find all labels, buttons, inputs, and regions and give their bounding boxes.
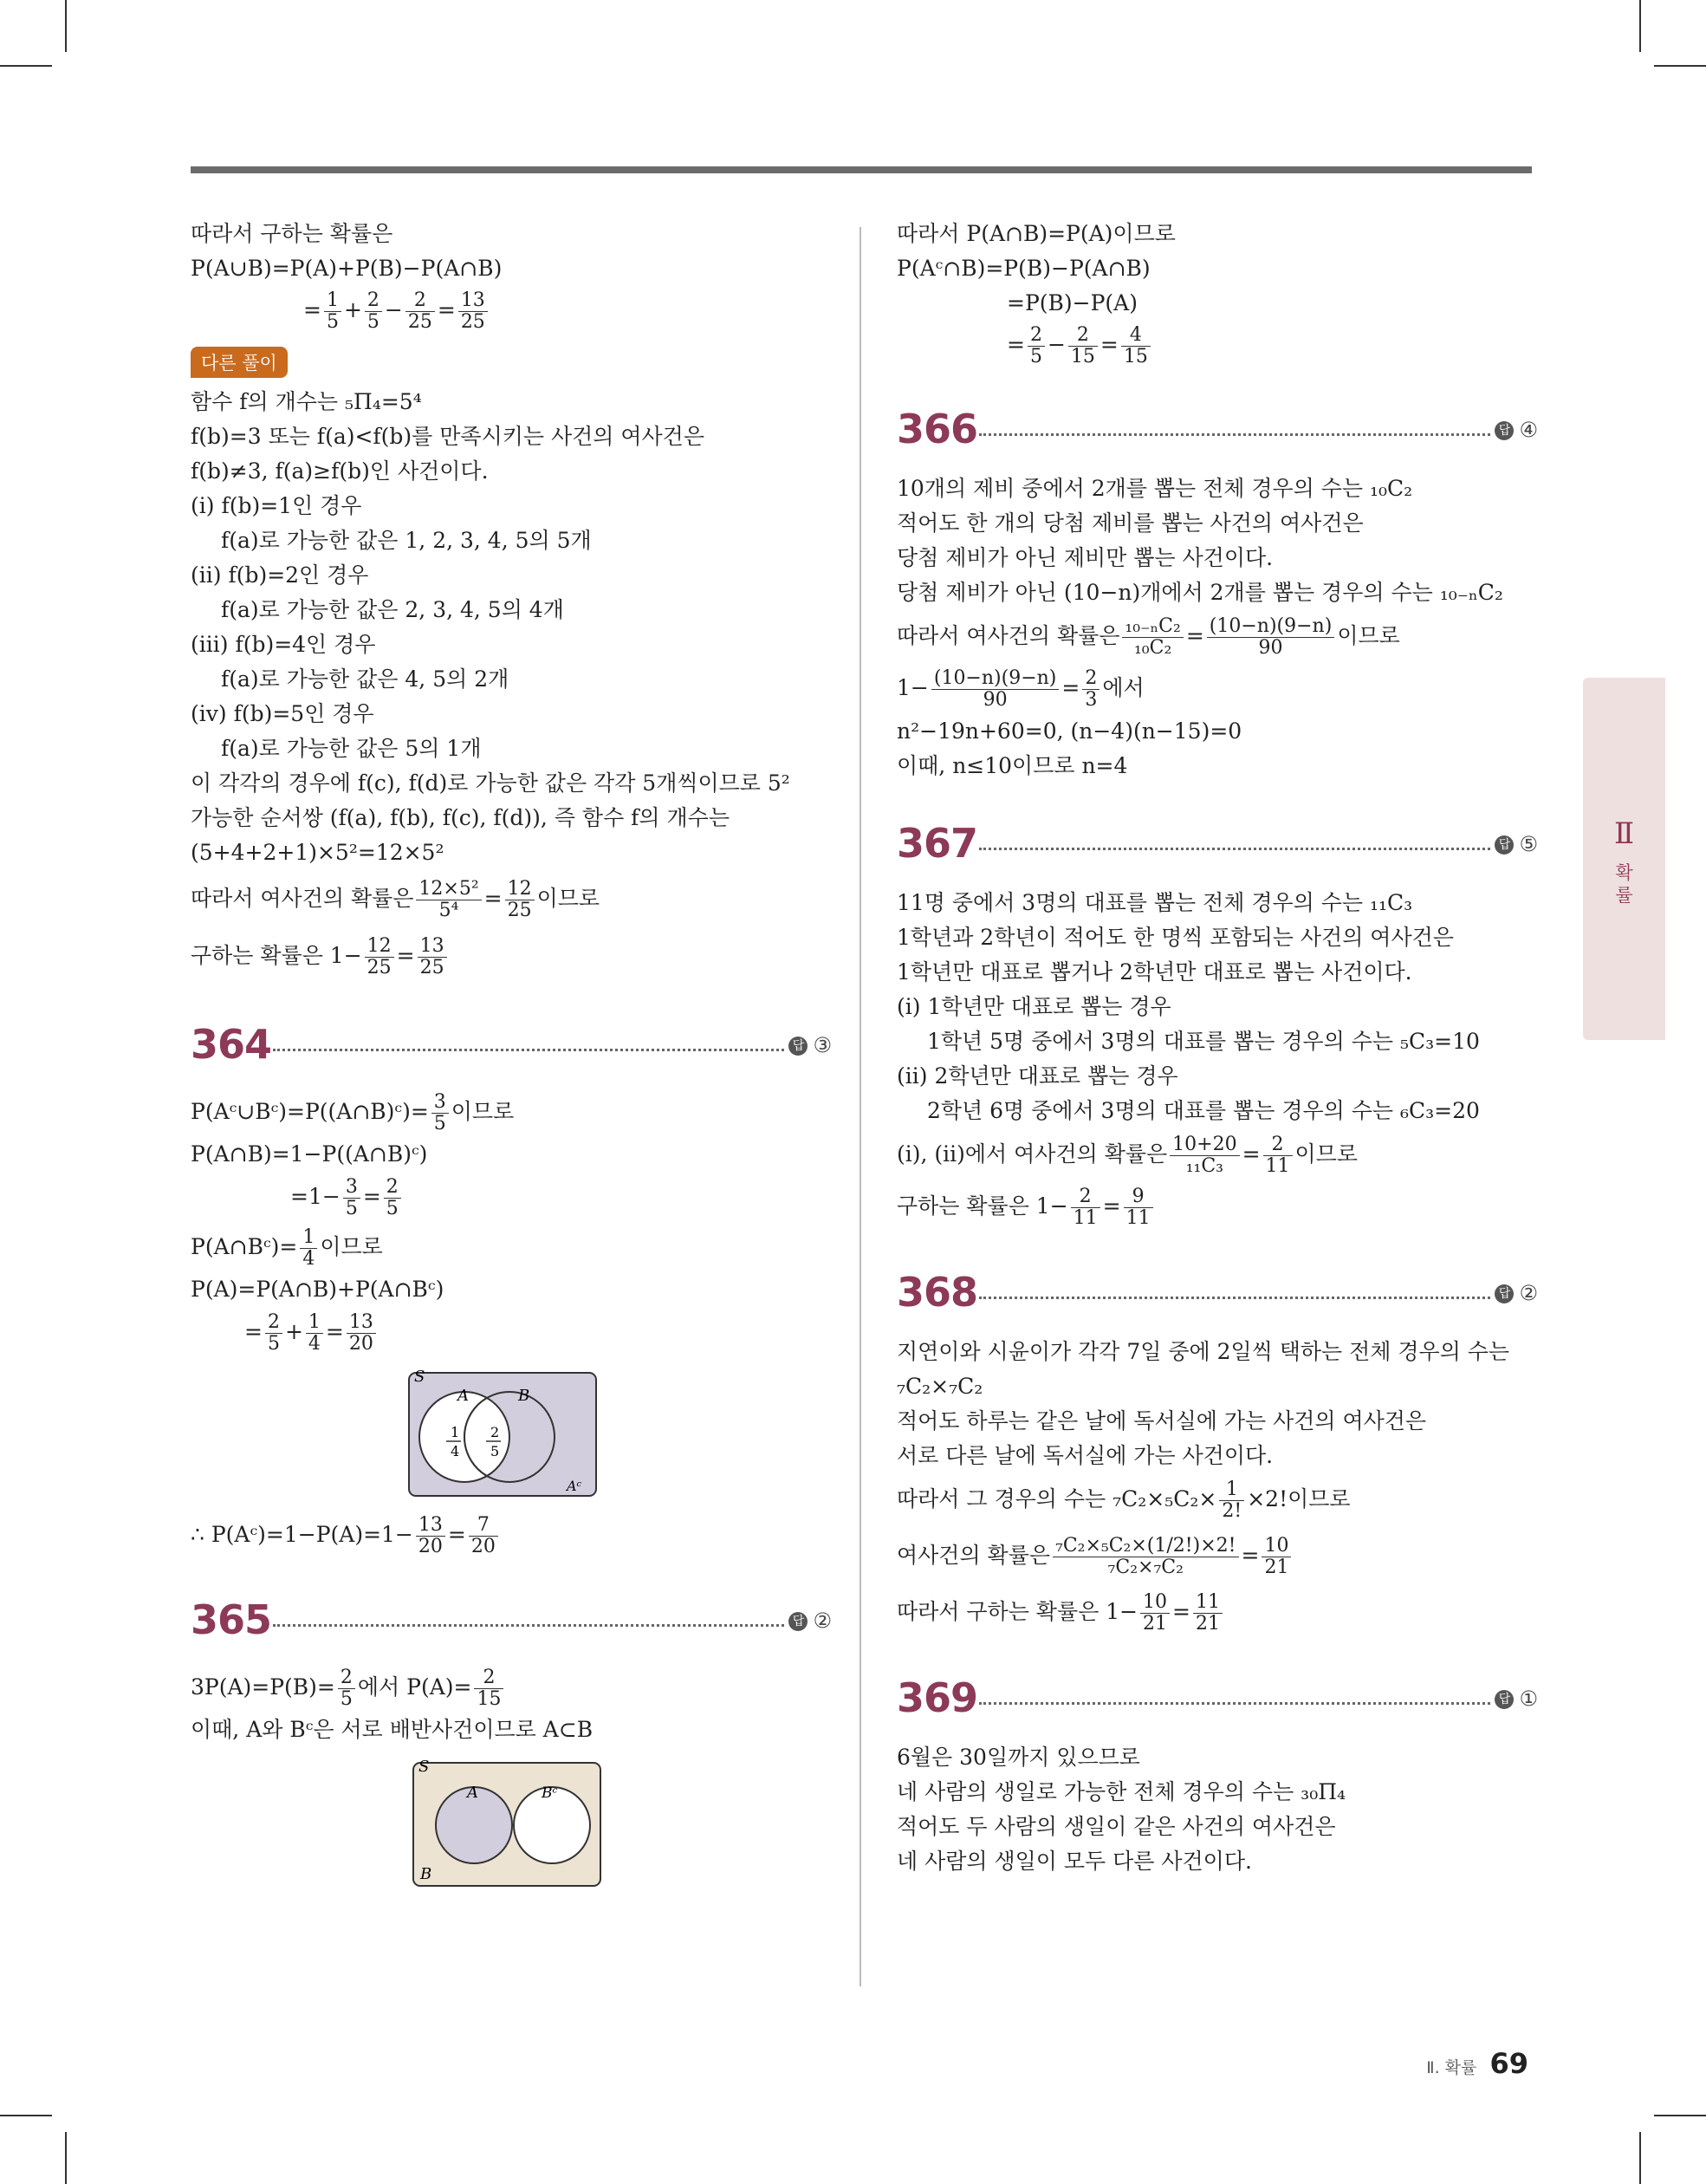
- equation-line: 구하는 확률은 1− $\frac{2}{11}$ = $\frac{9}{11}$: [897, 1180, 1538, 1232]
- case-body: 2학년 6명 중에서 3명의 대표를 뽑는 경우의 수는 ₆C₃=20: [927, 1098, 1480, 1123]
- crop-mark: [1639, 0, 1641, 52]
- equation-line: P(A∩Bᶜ)= $\frac{1}{4}$ 이므로: [191, 1226, 383, 1270]
- problem-number: 368: [897, 1269, 978, 1316]
- crop-mark: [1654, 65, 1706, 67]
- right-column: [897, 217, 1538, 1879]
- case-body: 1학년 5명 중에서 3명의 대표를 뽑는 경우의 수는 ₅C₃=10: [927, 1029, 1480, 1054]
- column-divider: [859, 227, 861, 1986]
- text-line: 이때, A와 Bᶜ은 서로 배반사건이므로 A⊂B: [191, 1717, 594, 1742]
- crop-mark: [1639, 2132, 1641, 2184]
- problem-number: 364: [191, 1021, 272, 1068]
- venn-value: 5: [490, 1443, 500, 1459]
- venn-label-b: B: [420, 1865, 432, 1883]
- text-line: 따라서 구하는 확률은: [191, 221, 393, 246]
- crop-mark: [0, 2115, 52, 2116]
- text-line: 1학년과 2학년이 적어도 한 명씩 포함되는 사건의 여사건은: [897, 925, 1454, 950]
- text-line: 서로 다른 날에 독서실에 가는 사건이다.: [897, 1443, 1274, 1468]
- problem-header-365: [191, 1595, 832, 1647]
- text-line: 이때, n≤10이므로 n=4: [897, 753, 1128, 778]
- crop-mark: [65, 2132, 67, 2184]
- crop-mark: [65, 0, 67, 52]
- text-line: 이 각각의 경우에 f(c), f(d)로 가능한 값은 각각 5개씩이므로 5²: [191, 770, 790, 796]
- equation-line: =P(B)−P(A): [1007, 290, 1138, 315]
- venn-label-a: A: [467, 1784, 478, 1802]
- equation-line: P(Aᶜ∪Bᶜ)=P((A∩B)ᶜ)= $\frac{3}{5}$ 이므로: [191, 1091, 515, 1134]
- text-line: 함수 f의 개수는 ₅Π₄=5⁴: [191, 389, 422, 414]
- text-line: (5+4+2+1)×5²=12×5²: [191, 840, 444, 865]
- answer-label: 답 ③: [788, 1033, 832, 1057]
- answer-label: 답 ④: [1495, 418, 1538, 442]
- leader-dots: [273, 1049, 784, 1051]
- problem-number: 369: [897, 1674, 978, 1721]
- text-line: 따라서 P(A∩B)=P(A)이므로: [897, 221, 1176, 246]
- case-body: f(a)로 가능한 값은 5의 1개: [221, 736, 482, 761]
- equation-line: P(A)=P(A∩B)+P(A∩Bᶜ): [191, 1277, 444, 1302]
- venn-diagram-365: [412, 1758, 604, 1889]
- case-heading: (ⅱ) 2학년만 대표로 뽑는 경우: [897, 1063, 1178, 1089]
- equation-line: 따라서 여사건의 확률은 $\frac{\text{₁₀₋ₙC₂}}{\text{₁₀C₂}}$ = $\frac{(10-n)(9-n)}{90}$ 이므로: [897, 615, 1400, 659]
- venn-label-bc: Bᶜ: [542, 1784, 558, 1802]
- answer-label: 답 ①: [1495, 1687, 1538, 1711]
- problem-header-366: [897, 404, 1538, 456]
- text-line: 6월은 30일까지 있으므로: [897, 1745, 1140, 1770]
- equation-line: 따라서 구하는 확률은 1− $\frac{10}{21}$ = $\frac{11}{21}$: [897, 1586, 1538, 1638]
- header-rule: [191, 166, 1532, 173]
- chapter-side-tab: [1583, 678, 1665, 1040]
- leader-dots: [979, 848, 1490, 850]
- problem-number: 366: [897, 406, 978, 452]
- problem-header-368: [897, 1267, 1538, 1319]
- leader-dots: [979, 1297, 1490, 1299]
- venn-label-ac: Aᶜ: [567, 1478, 582, 1494]
- page-footer: [1426, 2047, 1528, 2080]
- page-number: 69: [1489, 2047, 1528, 2080]
- equation-line: 3P(A)=P(B)= $\frac{2}{5}$ 에서 P(A)= $\frac{2}{15}$: [191, 1662, 832, 1713]
- text-line: 지연이와 시윤이가 각각 7일 중에 2일씩 택하는 전체 경우의 수는: [897, 1339, 1510, 1364]
- equation-line: = $\frac{2}{5}$ + $\frac{1}{4}$ = $\frac{13}{20}$: [191, 1307, 832, 1357]
- case-body: f(a)로 가능한 값은 2, 3, 4, 5의 4개: [221, 597, 564, 622]
- equation-line: P(A∪B)=P(A)+P(B)−P(A∩B): [191, 256, 503, 281]
- case-heading: (ⅱ) f(b)=2인 경우: [191, 562, 369, 588]
- left-column: [191, 217, 832, 1900]
- chapter-roman-numeral: Ⅱ: [1613, 816, 1635, 851]
- problem-header-369: [897, 1673, 1538, 1725]
- case-heading: (ⅲ) f(b)=4인 경우: [191, 632, 376, 657]
- venn-label-b: B: [518, 1387, 530, 1405]
- alt-solution-badge: 다른 풀이: [191, 347, 288, 378]
- equation-line: 따라서 그 경우의 수는 ₇C₂×₅C₂× $\frac{1}{2!}$ ×2!이므로: [897, 1479, 1351, 1522]
- venn-value: 1: [451, 1424, 460, 1440]
- text-line: 11명 중에서 3명의 대표를 뽑는 전체 경우의 수는 ₁₁C₃: [897, 890, 1413, 915]
- problem-header-367: [897, 818, 1538, 870]
- equation-line: (ⅰ), (ⅱ)에서 여사건의 확률은 $\frac{10+20}{\text{₁₁C₃}}$ = $\frac{2}{11}$ 이므로: [897, 1134, 1358, 1177]
- text-line: 당첨 제비가 아닌 (10−n)개에서 2개를 뽑는 경우의 수는 ₁₀₋ₙC₂: [897, 580, 1503, 605]
- text-line: 1학년만 대표로 뽑거나 2학년만 대표로 뽑는 사건이다.: [897, 959, 1412, 985]
- answer-icon: 답: [1495, 421, 1514, 440]
- equation-line: 따라서 여사건의 확률은 $\frac{\text{12×5²}}{\text{5⁴}}$ = $\frac{12}{25}$ 이므로: [191, 878, 600, 921]
- footer-chapter-label: Ⅱ. 확률: [1426, 2058, 1477, 2077]
- text-line: 가능한 순서쌍 (f(a), f(b), f(c), f(d)), 즉 함수 f의 개수는: [191, 805, 730, 830]
- answer-icon: 답: [788, 1037, 808, 1056]
- problem-number: 367: [897, 820, 978, 867]
- text-line: 적어도 하루는 같은 날에 독서실에 가는 사건의 여사건은: [897, 1408, 1427, 1433]
- text-line: 적어도 한 개의 당첨 제비를 뽑는 사건의 여사건은: [897, 510, 1364, 536]
- case-heading: (ⅰ) 1학년만 대표로 뽑는 경우: [897, 994, 1171, 1019]
- venn-label-a: A: [457, 1387, 469, 1405]
- text-line: 적어도 두 사람의 생일이 같은 사건의 여사건은: [897, 1814, 1336, 1839]
- case-body: f(a)로 가능한 값은 4, 5의 2개: [221, 666, 509, 692]
- crop-mark: [1654, 2115, 1706, 2116]
- case-body: f(a)로 가능한 값은 1, 2, 3, 4, 5의 5개: [221, 528, 592, 553]
- leader-dots: [273, 1624, 784, 1627]
- leader-dots: [979, 1702, 1490, 1705]
- problem-header-364: [191, 1019, 832, 1071]
- equation-line: ₇C₂×₇C₂: [897, 1374, 983, 1399]
- answer-label: 답 ⑤: [1495, 832, 1538, 856]
- venn-label-s: S: [414, 1368, 425, 1386]
- case-heading: (ⅳ) f(b)=5인 경우: [191, 701, 374, 726]
- answer-icon: 답: [788, 1612, 808, 1631]
- text-line: f(b)=3 또는 f(a)<f(b)를 만족시키는 사건의 여사건은: [191, 424, 704, 449]
- leader-dots: [979, 433, 1490, 436]
- answer-icon: 답: [1495, 835, 1514, 855]
- equation-line: 1− $\frac{(10-n)(9-n)}{90}$ = $\frac{2}{3}$ 에서: [897, 667, 1145, 711]
- equation-line: P(Aᶜ∩B)=P(B)−P(A∩B): [897, 256, 1151, 281]
- answer-label: 답 ②: [788, 1609, 832, 1633]
- chapter-title: 확 률: [1615, 862, 1633, 906]
- venn-label-s: S: [418, 1758, 430, 1776]
- venn-value: 2: [490, 1424, 500, 1440]
- answer-icon: 답: [1495, 1284, 1514, 1303]
- equation-line: = $\frac{1}{5}$ + $\frac{2}{5}$ − $\frac{2}{25}$ = $\frac{13}{25}$: [191, 286, 832, 335]
- equation-line: ∴ P(Aᶜ)=1−P(A)=1− $\frac{13}{20}$ = $\frac{7}{20}$: [191, 1510, 832, 1560]
- text-line: 당첨 제비가 아닌 제비만 뽑는 사건이다.: [897, 545, 1274, 570]
- text-line: 10개의 제비 중에서 2개를 뽑는 전체 경우의 수는 ₁₀C₂: [897, 476, 1413, 501]
- venn-diagram-364: [407, 1368, 600, 1499]
- problem-number: 365: [191, 1596, 272, 1643]
- equation-line: P(A∩B)=1−P((A∩B)ᶜ): [191, 1141, 428, 1167]
- text-line: f(b)≠3, f(a)≥f(b)인 사건이다.: [191, 458, 489, 484]
- equation-line: 여사건의 확률은 $\frac{\text{₇C₂×₅C₂×(1/2!)×2!}}{\text{₇C₂×₇C₂}}$ = $\frac{10}{21}$: [897, 1525, 1538, 1586]
- answer-label: 답 ②: [1495, 1281, 1538, 1305]
- text-line: 네 사람의 생일로 가능한 전체 경우의 수는 ₃₀Π₄: [897, 1779, 1346, 1804]
- equation-line: 구하는 확률은 1− $\frac{12}{25}$ = $\frac{13}{25}$: [191, 927, 832, 985]
- answer-icon: 답: [1495, 1690, 1514, 1709]
- equation-line: = $\frac{2}{5}$ − $\frac{2}{15}$ = $\frac{4}{15}$: [897, 321, 1538, 369]
- equation-line: n²−19n+60=0, (n−4)(n−15)=0: [897, 718, 1242, 744]
- case-heading: (ⅰ) f(b)=1인 경우: [191, 493, 362, 518]
- text-line: 네 사람의 생일이 모두 다른 사건이다.: [897, 1849, 1252, 1874]
- equation-line: =1− $\frac{3}{5}$ = $\frac{2}{5}$: [191, 1172, 832, 1222]
- venn-value: 4: [451, 1443, 460, 1459]
- crop-mark: [0, 65, 52, 67]
